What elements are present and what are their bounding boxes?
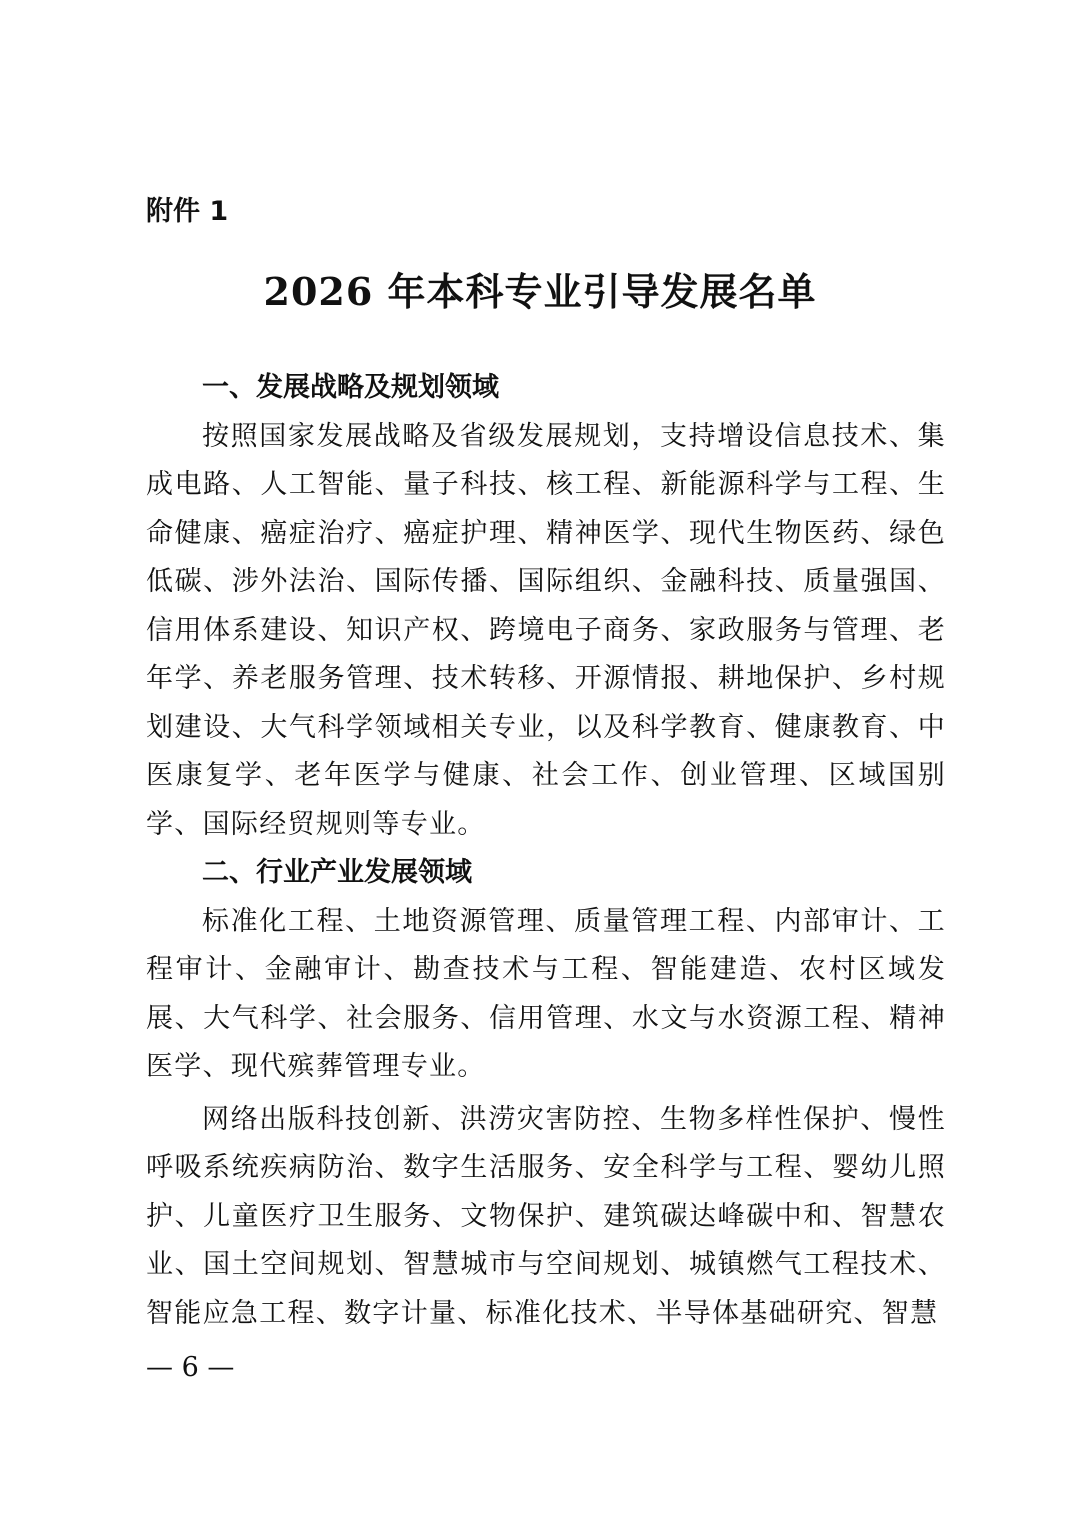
attachment-label: 附件 1: [146, 196, 229, 227]
section-2-paragraph-2: 网络出版科技创新、洪涝灾害防控、生物多样性保护、慢性呼吸系统疾病防治、数字生活服务、安全科学与工程、婴幼儿照护、儿童医疗卫生服务、文物保护、建筑碳达峰碳中和、智慧农业、国土空间规划、智慧城市与空间规划、城镇燃气工程技术、智能应急工程、数字计量、标准化技术、半导体基础研究、智慧: [146, 1103, 946, 1329]
section-2-paragraph-1: 标准化工程、土地资源管理、质量管理工程、内部审计、工程审计、金融审计、勘查技术与工程、智能建造、农村区域发展、大气科学、社会服务、信用管理、水文与水资源工程、精神医学、现代殡葬管理专业。: [146, 905, 946, 1082]
document-body: [146, 364, 946, 1338]
section-1-paragraph: 按照国家发展战略及省级发展规划，支持增设信息技术、集成电路、人工智能、量子科技、核工程、新能源科学与工程、生命健康、癌症治疗、癌症护理、精神医学、现代生物医药、绿色低碳、涉外法治、国际传播、国际组织、金融科技、质量强国、信用体系建设、知识产权、跨境电子商务、家政服务与管理、老年学、养老服务管理、技术转移、开源情报、耕地保护、乡村规划建设、大气科学领域相关专业，以及科学教育、健康教育、中医康复学、老年医学与健康、社会工作、创业管理、区域国别学、国际经贸规则等专业。: [146, 420, 946, 840]
page-title: 2026 年本科专业引导发展名单: [263, 269, 817, 314]
section-2-heading: 二、行业产业发展领域: [202, 857, 472, 888]
page-number: — 6 —: [146, 1352, 235, 1383]
section-1-heading: 一、发展战略及规划领域: [202, 372, 499, 403]
